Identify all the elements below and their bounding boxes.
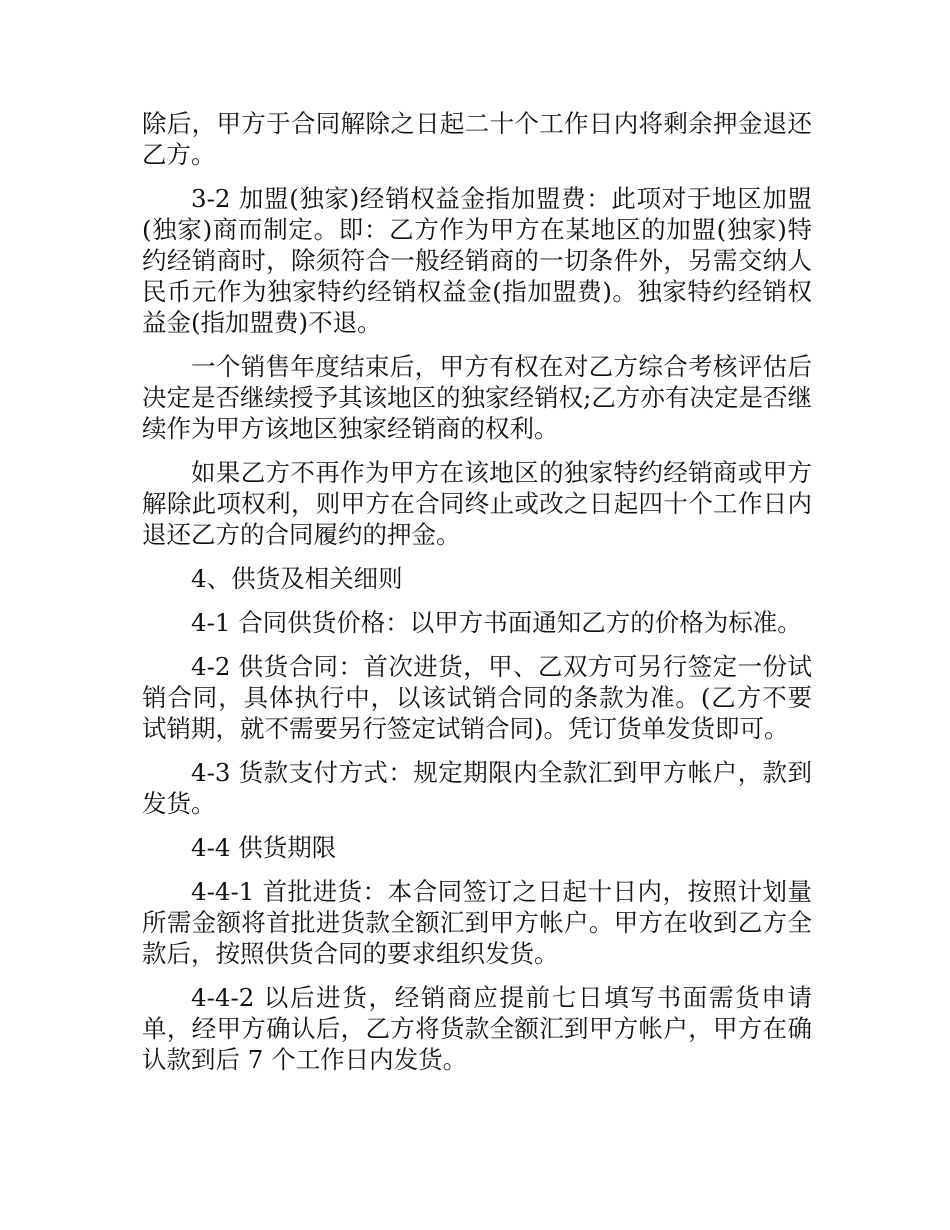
paragraph-4-4: 4-4 供货期限 — [191, 833, 337, 862]
paragraph-4-4-2: 4-4-2 以后进货，经销商应提前七日填写书面需货申请单，经甲方确认后，乙方将货款全额汇到甲方帐户，甲方在确认款到后 7 个工作日内发货。 — [142, 983, 812, 1074]
paragraph-4-1: 4-1 合同供货价格：以甲方书面通知乙方的价格为标准。 — [191, 608, 802, 637]
paragraph-annual-review: 一个销售年度结束后，甲方有权在对乙方综合考核评估后决定是否继续授予其该地区的独家经销权;乙方亦有决定是否继续作为甲方该地区独家经销商的权利。 — [142, 352, 812, 443]
section-heading-4: 4、供货及相关细则 — [191, 564, 403, 593]
paragraph-3-2-franchise-fee: 3-2 加盟(独家)经销权益金指加盟费：此项对于地区加盟(独家)商而制定。即：乙方作为甲方在某地区的加盟(独家)特约经销商时，除须符合一般经销商的一切条件外，另需交纳人民币元作为独家特约经销权益金(指加盟费)。独家特约经销权益金(指加盟费)不退。 — [142, 184, 812, 337]
paragraph-4-4-1: 4-4-1 首批进货：本合同签订之日起十日内，按照计划量所需金额将首批进货款全额汇到甲方帐户。甲方在收到乙方全款后，按照供货合同的要求组织发货。 — [142, 877, 812, 968]
paragraph-4-3: 4-3 货款支付方式：规定期限内全款汇到甲方帐户，款到发货。 — [142, 758, 812, 818]
document-page — [142, 108, 812, 1088]
paragraph-continuation: 除后，甲方于合同解除之日起二十个工作日内将剩余押金退还乙方。 — [142, 109, 812, 169]
paragraph-4-2: 4-2 供货合同：首次进货，甲、乙双方可另行签定一份试销合同，具体执行中，以该试销合同的条款为准。(乙方不要试销期，就不需要另行签定试销合同)。凭订货单发货即可。 — [142, 652, 812, 743]
paragraph-deposit-refund: 如果乙方不再作为甲方在该地区的独家特约经销商或甲方解除此项权利，则甲方在合同终止或改之日起四十个工作日内退还乙方的合同履约的押金。 — [142, 458, 812, 549]
